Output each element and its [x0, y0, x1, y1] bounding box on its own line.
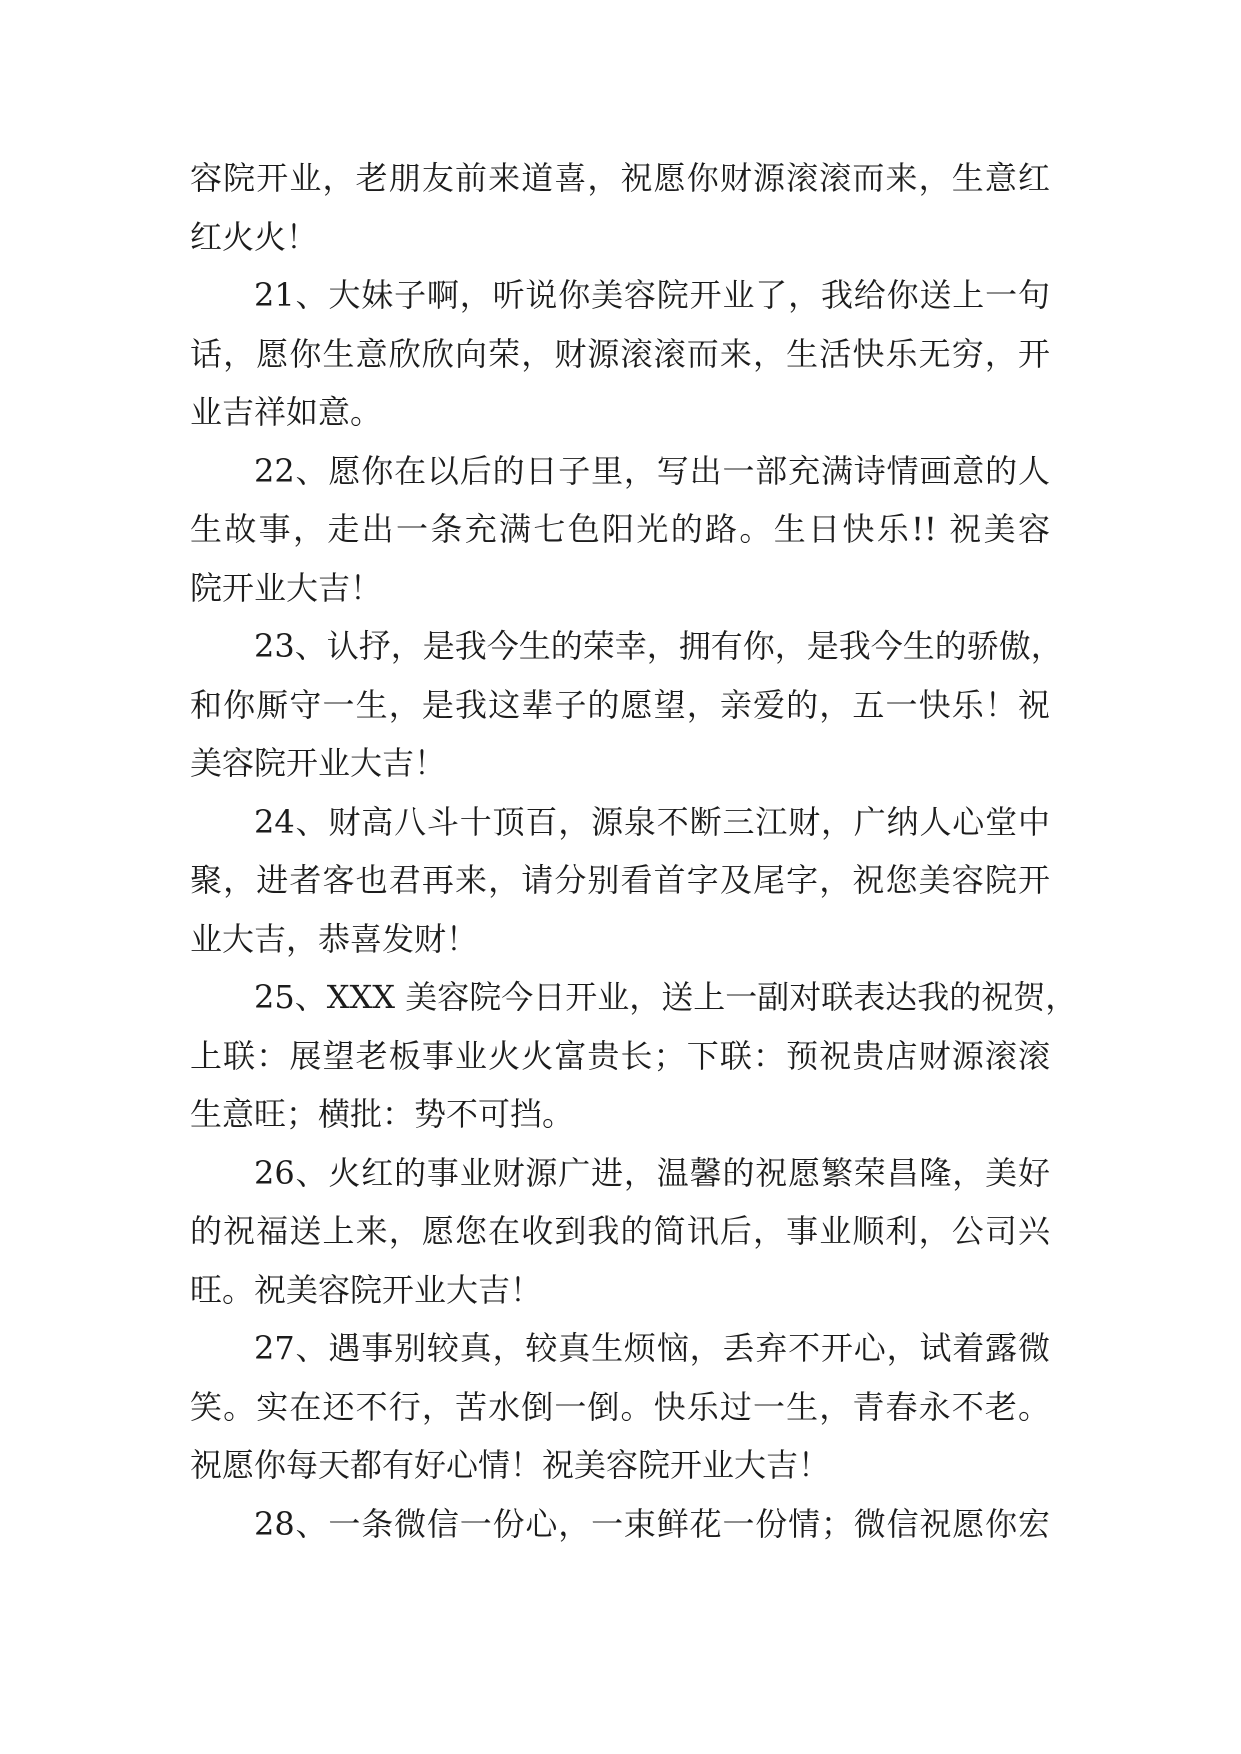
text-line: 笑。实在还不行，苦水倒一倒。快乐过一生，青春永不老。: [190, 1387, 1050, 1426]
text-line: 22、愿你在以后的日子里，写出一部充满诗情画意的人: [254, 451, 1050, 490]
text-line: 美容院开业大吉！: [190, 744, 447, 782]
text-line: 上联：展望老板事业火火富贵长；下联：预祝贵店财源滚滚: [190, 1036, 1050, 1075]
text-line: 话，愿你生意欣欣向荣，财源滚滚而来，生活快乐无穷，开: [190, 334, 1050, 373]
text-line: 容院开业，老朋友前来道喜，祝愿你财源滚滚而来，生意红: [190, 159, 1050, 197]
text-line: 28、一条微信一份心，一束鲜花一份情；微信祝愿你宏: [254, 1504, 1050, 1543]
text-line: 业吉祥如意。: [190, 393, 383, 431]
text-line: 红火火！: [190, 217, 319, 256]
text-line: 和你厮守一生，是我这辈子的愿望，亲爱的，五一快乐！祝: [190, 685, 1050, 724]
text-line: 院开业大吉！: [190, 568, 383, 607]
text-line: 祝愿你每天都有好心情！祝美容院开业大吉！: [190, 1446, 831, 1484]
text-line: 的祝福送上来，愿您在收到我的简讯后，事业顺利，公司兴: [190, 1212, 1050, 1250]
text-line: 生故事，走出一条充满七色阳光的路。生日快乐!! 祝美容: [190, 510, 1050, 548]
text-line: 24、财高八斗十顶百，源泉不断三江财，广纳人心堂中: [254, 802, 1050, 841]
document-body: [190, 149, 1078, 1553]
text-line: 23、认抒，是我今生的荣幸，拥有你，是我今生的骄傲，: [254, 627, 1063, 665]
text-line: 21、大妹子啊，听说你美容院开业了，我给你送上一句: [254, 276, 1050, 314]
text-line: 聚，进者客也君再来，请分别看首字及尾字，祝您美容院开: [190, 861, 1050, 899]
text-line: 旺。祝美容院开业大吉！: [190, 1270, 543, 1309]
text-line: 25、XXX 美容院今日开业，送上一副对联表达我的祝贺，: [254, 978, 1078, 1016]
text-line: 27、遇事别较真，较真生烦恼，丢弃不开心，试着露微: [254, 1329, 1050, 1367]
text-line: 业大吉，恭喜发财！: [190, 919, 479, 958]
text-line: 生意旺；横批：势不可挡。: [190, 1095, 575, 1133]
text-line: 26、火红的事业财源广进，温馨的祝愿繁荣昌隆，美好: [254, 1153, 1050, 1192]
